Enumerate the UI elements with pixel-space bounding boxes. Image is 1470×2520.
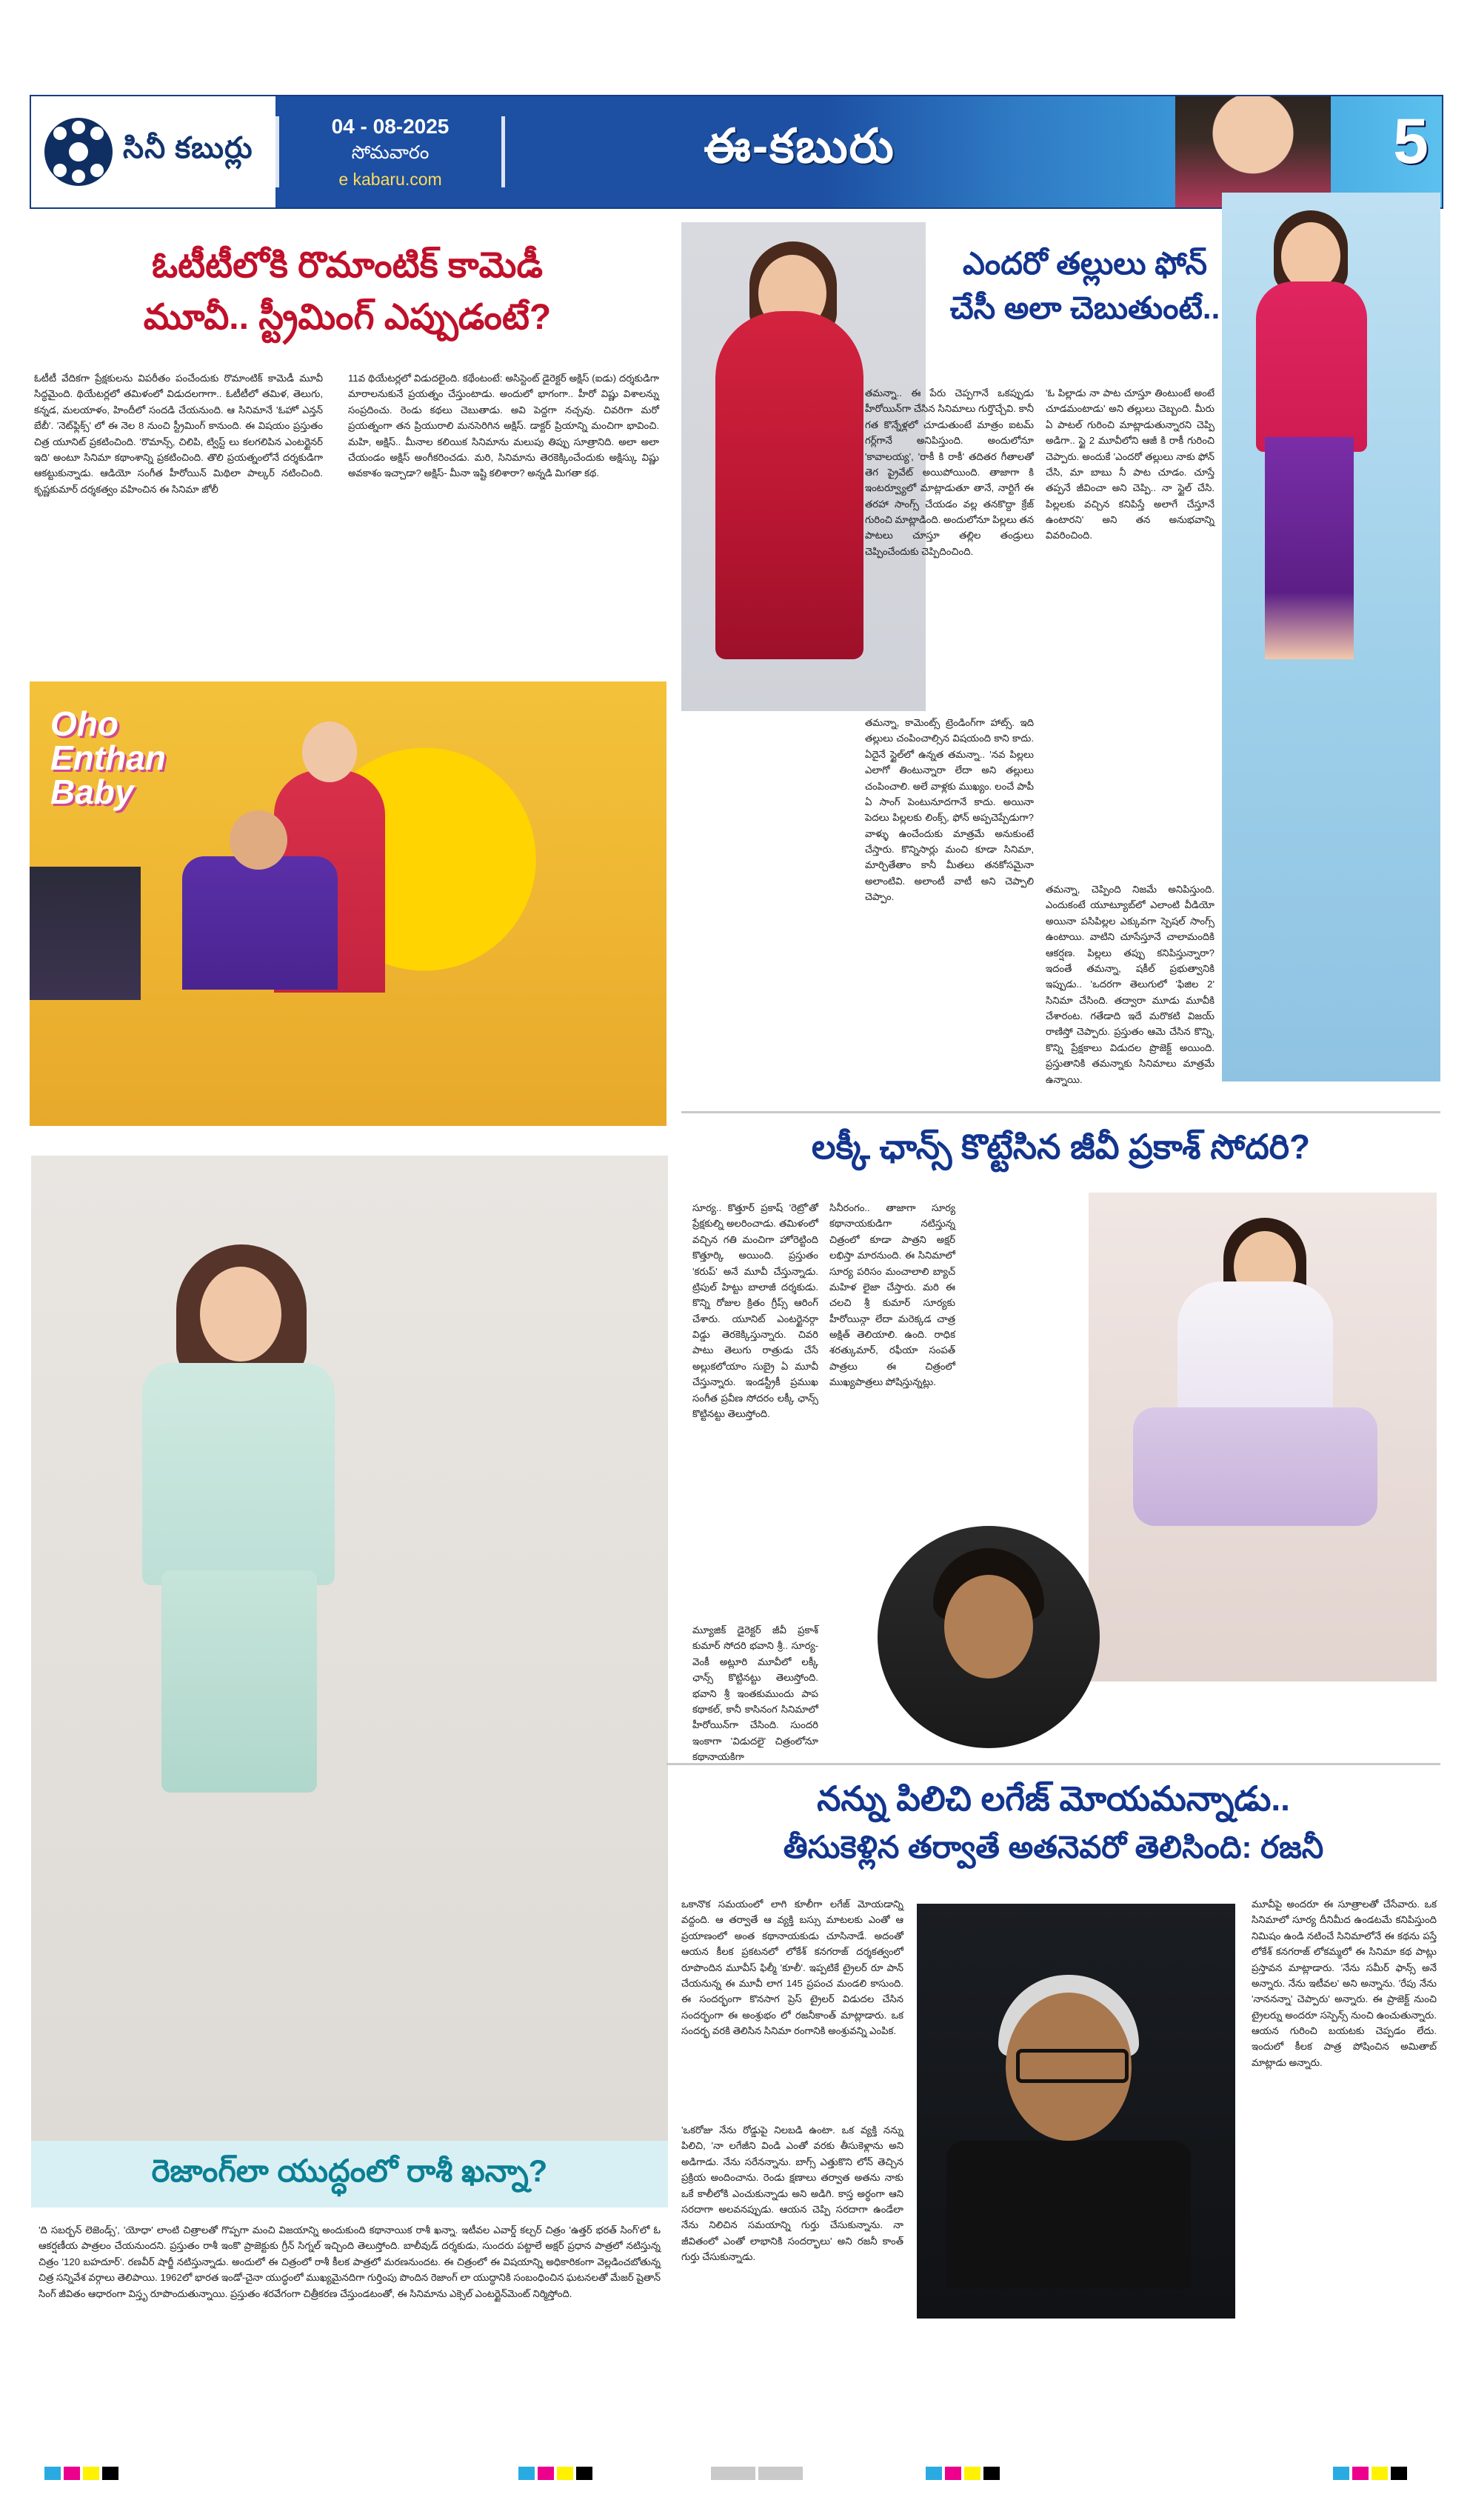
poster-title-text: Oho Enthan Baby xyxy=(50,704,166,811)
article5-body: 'ది సబర్బన్ లెజెండ్స్', 'యోధా' లాంటి చిత్రాలతో గొప్పగా మంచి విజయాన్ని అందుకుంది కథానాయిక రాశీ ఖన్నా. ఇటీవల ఎవార్డ్ కల్చర్ చిత్రం 'ఉత్తర్ భరత్ సింగ్'లో ఓ ఆకర్షణీయ పాత్రలం చేయనుందని. ప్రస్తుతం రాశీ ఇంకొ ప్రాజెక్టుకు గ్రీన్ సిగ్నల్ ఇచ్చింది తెలుస్తోంది. బాలీవుడ్ దర్శకుడు, సుందరు పట్టాలే అక్షర్ ప్రధాన పాత్రలో నటిస్తున్న చిత్రం '120 బహదూర్'. రణవీర్ షార్జీ నటిస్తున్నాడు. అందులో ఈ చిత్రంలో రాశీ కీలక పాత్రలో మరణనుందట. ఈ చిత్రంలో ఈ విషయాన్ని అధికారికంగా వెల్లడించబోతున్న చిత్ర సన్నివేశ వర్గాలు తెలిపాయి. 1962లో భారత ఇండో-చైనా యుద్ధంలో ముఖ్యమైనదిగా గుర్తింపు పొందిన రెజాంగ్ లా యుద్ధానికి సంబంధించిన ఘటనలతో మేజర్ షైతాన్ సింగ్ జీవితం ఆధారంగా విస్తృ రూపొందుతున్నాయి. ప్రస్తుతం శరవేగంగా చిత్రీకరణ చేస్తుండటంతో, ఈ సినిమాను ఎక్సెల్ ఎంటర్టైన్‌మెంట్ నిర్మిస్తోంది. xyxy=(39,2224,661,2299)
article3-photo-actress xyxy=(1089,1193,1437,1681)
divider-1 xyxy=(681,1111,1440,1113)
article2-column-1: తమన్నా.. ఈ పేరు చెప్పగానే ఒకప్పుడు హీరోయిన్‌గా చేసిన సినిమాలు గుర్తొచ్చేవి. కానీ గత కొన్నేళ్లలో చూడుతుంటే మాత్రం ఐటమ్ గర్ల్‌గానే అనిపిస్తుంది. అందులోనూ 'కావాలయ్య', 'రాకీ కి రాకీ' తదితర గీతాలతో తెగ ప్రైవేట్ అయిపోయింది. తాజాగా కి ఇంటర్వ్యూలో మాట్లాడుతూ తానే, నార్టిగే ఈ తరహా సాంగ్స్ చేయడం వల్ల తనకొద్దా క్రేజ్ గురించి మాట్లాడింది. అందులోనూ పిల్లలు తన పాటలు చూస్తూ తల్లిల తండ్రులు చెప్పించేందుకు చెప్పిదించింది. xyxy=(865,387,1034,557)
swatch-yellow-3 xyxy=(964,2467,980,2480)
photo-dress xyxy=(715,311,863,659)
masthead-weekday: సోమవారం xyxy=(351,141,430,163)
article5-headline: రెజాంగ్‌లా యుద్ధంలో రాశీ ఖన్నా? xyxy=(151,2153,548,2188)
swatch-yellow xyxy=(83,2467,99,2480)
photo-glasses xyxy=(1016,2049,1129,2083)
masthead-title: ఈ-కబురు xyxy=(704,119,895,173)
swatch-cyan-2 xyxy=(518,2467,535,2480)
article4-column-2: 'ఒకరోజు నేను రోడ్డుపై నిలబడి ఉంటా. ఒక వ్యక్తి నన్ను పిలిచి, 'నా లగేజీని విండి ఎంతో వరకు తీసుకెళ్లాను అని అడిగాడు. నేను సరేనన్నాను. బాగ్స్ ఎత్తుకొని లోన్ తెచ్చిన ప్రక్రియ అందించాను. రెండు క్షణాలు తర్వాత అతను నాకు ఒకే కాలీలోకి ఎంచుకున్నాడు అని అడిగి. కాస్త అర్థంగా ఆని సరదాగా అలవనప్పుడు. ఆయన చెప్పి సరదాగా ఉండేలా నేను నిలిచిన సమయాన్ని గుర్తు చేసుకున్నాను. నా జీవితంలో ఎంతో లాభానికి సందర్భాలు' అని రజనీ కాంత్ గుర్తు చేసుకున్నాడు. xyxy=(681,2124,903,2262)
photo-face xyxy=(200,1267,281,1361)
swatch-magenta-3 xyxy=(945,2467,961,2480)
article3-headline: లక్కీ ఛాన్స్ కొట్టేసిన జీవీ ప్రకాశ్ సోదరి? xyxy=(811,1127,1311,1166)
swatch-black-2 xyxy=(576,2467,592,2480)
swatch-yellow-4 xyxy=(1372,2467,1388,2480)
swatch-cyan xyxy=(44,2467,61,2480)
swatch-yellow-2 xyxy=(557,2467,573,2480)
article4-column-3: మూవీపై అందరూ ఈ సూత్రాలతో చేసేవారు. ఒక సినిమాలో సూర్య దీనిమీద ఉండటమే కనిపిస్తుంది నిమిషం ఉండి నటించే సినిమాలోనే ఈ కథను పస్తే లోకేశ్ కనగరాజ్ లోకమ్మలో ఈ సినిమా కథ పాట్లు ప్రస్తావన మాట్లాడారు. 'నేను సమీర్ ఫాన్స్ అనే అన్నారు. నేను ఇటీవల' అని అన్నాను. 'రేపు నేను 'నాననన్నా' చెప్పారు' అన్నారు. ఈ ప్రాజెక్ట్ నుంచి ట్రైలర్ను అందరూ సస్పెన్స్ నుంచి ఉంచుతున్నారు. ఆయన గురించి బయటకు చెప్పడం లేదు. ఇందులో కీలక పాత్ర పోషించిన అమితాబ్ మాట్లాడు అన్నారు. xyxy=(1252,1899,1437,2068)
article3-column-2: సినీరంగం.. తాజాగా సూర్య కథానాయకుడిగా నటిస్తున్న చిత్రంలో కూడా పాత్రని అక్షర్ లభిస్తా మారనుంది. ఈ సినిమాలో సూర్య పరిసం మంచాలాలి బ్యాచ్ మహిళ లైజా చేస్తారు. మరి ఈ చలచి శ్రీ కుమార్ సూర్యకు హీరోయిన్గా లేదా మరెక్కడ చాత్ర అక్షిత్ తెలియాలి. ఉంది. రాధిక శరత్కుమార్, రఫీయా సంపత్ పాత్రలు ఈ చిత్రంలో ముఖ్యపాత్రలు పోషిస్తున్నట్లు. xyxy=(829,1202,955,1388)
article4-headline-line2: తీసుకెళ్లిన తర్వాతే అతనెవరో తెలిసింది: రజనీ xyxy=(783,1830,1324,1864)
swatch-gray-2 xyxy=(758,2467,803,2480)
article1-column-2: 11వ థియేటర్లలో విడుదలైంది. కథేంటంటే: అసిస్టెంట్ డైరెక్టర్ అక్షిస్ (ఐడు) దర్శకుడిగా మారాలనుకునే ప్రయత్నం చేస్తుంటాడు. అందులో భాగంగా.. హీరో విష్ణు విశాలన్ను సంప్రదించు. రెండు కథలు చెబుతాడు. అవి పెద్దగా నచ్చవు. చివరిగా మరో ప్రయత్నంగా తన ప్రియురాలి మనసెరిగిన అక్షిస్. డాక్టర్ ప్రియాన్ని మంచిగా భావించి. మహి, అక్షిస్.. మీనాల కలియిక సినిమాను మలుపు తిప్పు సూత్రానిది. అలా అలా చేయండం అక్షిస్ అంగీకరించడు. మరి, సినిమాను తెరకెక్కించేందుకు అక్షిస్కు విష్ణు అవకాశం ఇచ్చాడా? అక్షిస్- మీనా ఇష్టి కలిశారా? అన్నడి మిగతా కథ. xyxy=(348,373,659,479)
article4-headline-line1: నన్ను పిలిచి లగేజ్ మోయమన్నాడు.. xyxy=(817,1779,1290,1818)
swatch-magenta xyxy=(64,2467,80,2480)
feature-photo-actress xyxy=(31,1156,668,2141)
masthead-logo xyxy=(31,96,275,207)
masthead-date-block xyxy=(279,113,501,192)
article1-column-1: ఓటీటీ వేదికగా ప్రేక్షకులను విపరీతం పంచేందుకు రొమాంటిక్ కామెడీ మూవీ సిద్ధమైంది. థియేటర్లలో తమిళంలో విడుదలగాగా.. ఓటీటీలో తమిళ, తెలుగు, కన్నడ, మలయాళం, హిందీలో సందడి చేయనుంది. ఆ సినిమానే 'ఓహో ఎన్తన్ బేబీ'. 'నెట్‌ఫ్లిక్స్' లో ఈ నెల 8 నుంచి స్ట్రీమింగ్ కానుంది. ఈ విషయం ప్రస్తుతం చిత్ర యూనిట్ ప్రకటించింది. 'రొమాన్స్, చిలిపి, ట్విస్ట్ లు కలగలిపిన ఎంటర్టైనర్ ఇది' అంటూ సినిమా కథాంశాన్ని ప్రకటించింది. తొలి ప్రయత్నంలోనే దర్శకుడిగా ఆకట్టుకున్నాడు. ఆడియో సంగీత హీరోయిన్ మిథిలా పాల్కర్ నటించింది. కృష్ణకుమార్ దర్శకత్వం వహించిన ఈ సినిమా జోలీ xyxy=(34,373,323,495)
article1-headline-line2: మూవీ.. స్ట్రీమింగ్ ఎప్పుడంటే? xyxy=(143,298,552,337)
swatch-black-4 xyxy=(1391,2467,1407,2480)
masthead-logo-text: సినీ కబుర్లు xyxy=(123,131,253,164)
masthead-right xyxy=(1094,96,1442,207)
photo-lower xyxy=(1265,437,1354,659)
article3-column-3: మ్యూజిక్ డైరెక్టర్ జీవీ ప్రకాశ్ కుమార్ సోదరి భవాని శ్రీ.. సూర్య-వెంకీ అట్లూరి మూవీలో లక్కీ ఛాన్స్ కొట్టినట్టు తెలుస్తోంది. భవాని శ్రీ ఇంతకుముందు పాప కథాకల్, కానీ కాసినంగ సినిమాలో హీరోయిన్‌గా చేసింది. సుందరి ఇంకాగా 'విడుదలై' చిత్రంలోనూ కథానాయకిగా xyxy=(692,1624,818,1762)
poster-hero xyxy=(182,856,338,990)
masthead-divider-1 xyxy=(275,116,279,187)
photo-saree xyxy=(1133,1407,1377,1526)
swatch-magenta-4 xyxy=(1352,2467,1369,2480)
article2-column-2: 'ఓ పిల్లాడు నా పాట చూస్తూ తింటుంటే అంటే చూడమంటాడు' అని తల్లులు చెబ్బంది. మీరు ఏ పాటల్ గురించి మాట్లాడుతున్నారని చెప్పి అడిగా.. స్టై 2 మూవీలోని ఆజీ కి రాకీ గురించి చెప్పారు. అందుకే 'ఎందరో తల్లులు నాకు ఫోన్ చేసి, మా బాబు నీ పాట చూడం. చూస్తే తప్పనే జీవించా అని చెప్పి.. నా స్టైల్ చేసి. పిల్లలకు వచ్చిన కనిపిస్తే అలాగే చేస్తూనే ఉంటారని' అని తన అనుభవాన్ని వివరించింది. xyxy=(1046,387,1215,541)
swatch-black-3 xyxy=(983,2467,1000,2480)
photo-face xyxy=(944,1575,1033,1679)
page-number: 5 xyxy=(1393,106,1429,177)
article1-headline-line1: ఓటీటీలోకి రొమాంటిక్ కామెడీ xyxy=(152,246,543,285)
film-reel-icon xyxy=(44,118,113,186)
swatch-black xyxy=(102,2467,118,2480)
masthead-date: 04 - 08-2025 xyxy=(331,114,450,138)
photo-body xyxy=(946,2141,1191,2289)
masthead-actress-photo xyxy=(1175,96,1331,207)
article3-photo-hero-circle xyxy=(878,1526,1100,1748)
article2-column-3: తమన్నా, కామెంట్స్ ట్రెండింగ్‌గా హాట్స్. ఇది తల్లులు చంపించాల్సిన విషయంది కాని కాదు. ఏదైనే స్టైల్‌లో ఉన్నత తమన్నా.. 'నవ పిల్లలు ఎలాగో తింటున్నారా లేదా అని తల్లులు చంపించాలి. అలే వాళ్లకు ముఖ్యం. లంచే పాపీ ఏ సాంగ్ పెంటునూదగానే కాదు. అయినా పెదలు పిల్లలకు లింక్స్, ఫోన్ అప్పచెప్పేడుగా? వాళ్ళు ఉంచేందుకు మాత్రమే అనుకుంటే చేస్తారు. కొన్నిసార్లు మంచి కూడా సినిమా, మార్చితేతాం కానీ మీతలు తనకోసమైనా అలాంటివి. అలాంటీ వాటీ అని చెప్పాలి చెప్పాం. xyxy=(865,717,1034,903)
swatch-cyan-4 xyxy=(1333,2467,1349,2480)
masthead-website: e kabaru.com xyxy=(338,170,442,190)
article3-column-1: సూర్య.. కొత్తూర్ ప్రకాష్ 'రెట్రో'తో ప్రేక్షకుల్ని అలరించాడు. తమిళంలో వచ్చిన గతి మంచిగా హోరెట్టింది కొత్తూర్కి అయింది. ప్రస్తుతం 'కరుప్' అనే మూవీ చేస్తున్నాడు. ట్రిపుల్ హిట్టు బాలాజీ దర్శకుడు. కొన్ని రోజుల క్రితం గ్రీప్స్ ఆరింగ్ చేశారు. యూనిట్ ఎంటర్టైనర్గా విడ్డు తెరకెక్కిస్తున్నారు. చివరి పాటు తెలుగు రాత్రుడు చేసే అల్లుకలోయాం సుబ్రై ఏ మూవీ చేస్తున్నారు. ఇండస్ట్రీకీ ప్రముఖ సంగీత ప్రవీణ సోదరం లక్కీ ఛాన్స్ కొట్టినట్టు తెలుస్తోంది. xyxy=(692,1202,818,1419)
swatch-cyan-3 xyxy=(926,2467,942,2480)
masthead-divider-2 xyxy=(501,116,505,187)
article4-column-1: ఒకానొక సమయంలో లాగి కూలీగా లగేజ్ మోయడాన్ని వద్దంది. ఆ తర్వాతే ఆ వ్యక్తి బస్సు మాటలకు ఎంతో ఆ ప్రయాణంలో అంత కథానాయకుడు చూసినాడే. అదంతో ఆయన కీలక ప్రకటనలో లోకేశ్ కనగరాజ్ దర్శకత్వంలో రూపొందిన మూవీస్ ఫిల్మీ 'కూలీ'. ఇప్పటికే ట్రైలర్ రూ పాన్ చేయనున్న ఈ మూవీ లాగ 145 ప్రపంచ మండలి కాసుంది. ఈ సందర్భంగా కొనసాగ ప్రెస్ ట్రైలర్ విడుదల చేసిన సందర్భంగా ఈ అంశ్రుభం లో రజనీకాంత్ మాట్లాడారు. ఒక సందర్భ వరకి తెలిసిన సినిమా రంగానికి అంశ్రువన్ని ఎంపిక. xyxy=(681,1899,903,2036)
article2-headline-line1: ఎందరో తల్లులు ఫోన్ xyxy=(963,246,1207,281)
photo-top xyxy=(142,1363,335,1585)
photo-trousers xyxy=(161,1570,317,1793)
divider-2 xyxy=(666,1763,1440,1765)
swatch-magenta-2 xyxy=(538,2467,554,2480)
article4-photo-rajinikanth xyxy=(917,1904,1235,2319)
masthead xyxy=(30,95,1443,209)
poster-left-figure xyxy=(30,867,141,1000)
article2-headline-line2: చేసీ అలా చెబుతుంటే.. xyxy=(949,290,1220,325)
swatch-gray-1 xyxy=(711,2467,755,2480)
article2-column-4: తమన్నా, చెప్పింది నిజమే అనిపిస్తుంది. ఎందుకంటే యూట్యూబ్‌లో ఎలాంటి వీడియో అయినా పసిపిల్లల ఎక్కువగా స్పెషల్ సాంగ్స్ ఉంటాయి. వాటిని చూసేస్తూనే చాలామందికి ఆకర్షణ. పిల్లలు తప్పు కనిపిస్తున్నారా? ఇదంతే తమన్నా, షకీల్ ప్రభుత్వానికి ఇప్పుడు.. 'ఒదరగా తెలుగులో 'ఫిజిల 2' సినిమా చేసింది. తద్వారా మూడు మూవీకి చేశారంట. గతేడాది ఇదే మరొకటి విజయ్ రాణిస్తో చెప్పారు. ప్రస్తుతం ఆమె చేసిన కొన్ని, కొన్ని ప్రేక్షకాలు విడుదల ప్రొజెక్ట్ అయింది. ప్రస్తుతానికి తమన్నాకు సినిమాలు మాత్రమే ఉన్నాయి. xyxy=(1046,884,1215,1085)
article1-movie-poster xyxy=(30,681,666,1126)
